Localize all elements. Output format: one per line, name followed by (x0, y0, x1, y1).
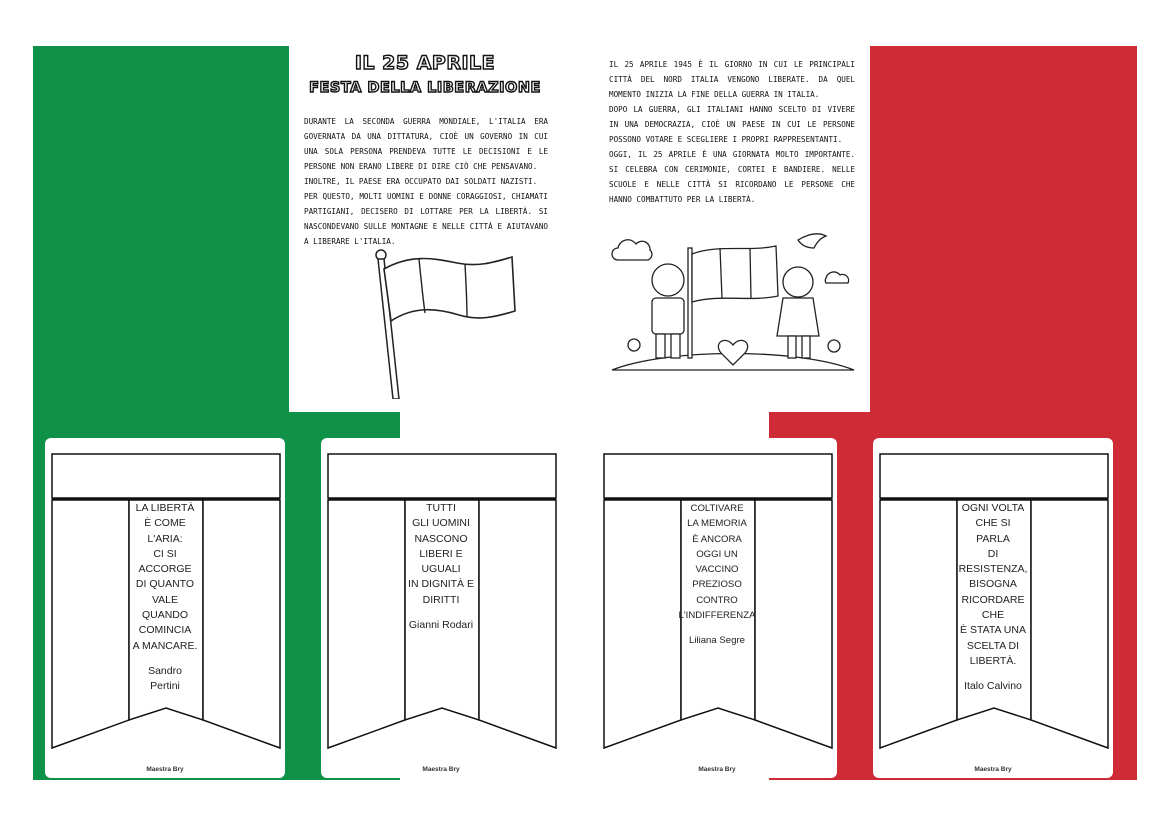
quote-line: LIBERI E (419, 547, 463, 560)
quote-line: A MANCARE. (132, 639, 198, 652)
quote-line: RICORDARE (961, 593, 1025, 606)
quote-text (401, 501, 481, 633)
quote-author (953, 679, 1033, 694)
worksheet-subtitle: FESTA DELLA LIBERAZIONE (309, 80, 541, 96)
quote-line: ACCORGE (138, 563, 192, 576)
quote-line: COLTIVARE (690, 503, 744, 514)
right-text-block (609, 57, 855, 207)
quote-author-line: Sandro (148, 664, 182, 677)
quote-author-line: Liliana Segre (688, 635, 745, 647)
quote-line: SCELTA DI (966, 639, 1020, 652)
quote-line: È ANCORA (692, 533, 742, 545)
quote-line: LIBERTÀ. (969, 654, 1017, 667)
paragraph: OGGI, IL 25 APRILE È UNA GIORNATA MOLTO IMPORTANTE. SI CELEBRA CON CERIMONIE, CORTEI E BANDIERE. NELLE SCUOLE E NELLE CITTÀ SI RICORDANO LE PERSONE CHE HANNO COMBATTUTO PER LA LIBERTÀ. (609, 150, 855, 204)
flag-on-pole-icon (367, 249, 527, 399)
left-text-block (304, 114, 548, 249)
quote-line: CHE (981, 609, 1005, 622)
children-with-flag-icon (608, 230, 858, 380)
quote-line: VACCINO (695, 564, 739, 576)
quote-line: CONTRO (696, 594, 738, 606)
quote-line: RESISTENZA, (958, 563, 1028, 576)
quote-line: QUANDO (141, 609, 189, 622)
quote-line: LA LIBERTÀ (135, 502, 195, 514)
quote-line: BISOGNA (969, 578, 1017, 591)
quote-author (677, 633, 757, 648)
quote-line: PREZIOSO (692, 579, 742, 591)
quote-line: È STATA UNA (960, 624, 1026, 637)
quote-line: UGUALI (421, 563, 461, 576)
quote-card-segre (597, 438, 837, 778)
maker-credit: Maestra Bry (146, 766, 184, 773)
quote-author (401, 618, 481, 633)
quote-line: PARLA (976, 532, 1010, 545)
quote-line: OGGI UN (696, 548, 738, 560)
quote-card-calvino (873, 438, 1113, 778)
quote-line: LA MEMORIA (687, 518, 747, 530)
maker-credit: Maestra Bry (422, 766, 460, 773)
quote-author-line: Gianni Rodari (408, 619, 474, 632)
quote-text (677, 501, 757, 649)
worksheet-page-left (289, 44, 561, 412)
quote-card-rodari (321, 438, 561, 778)
quote-line: È COME (144, 517, 186, 530)
quote-line: COMINCIA (138, 624, 192, 637)
quote-line: L'INDIFFERENZA (678, 610, 756, 622)
paragraph: DURANTE LA SECONDA GUERRA MONDIALE, L'ITALIA ERA GOVERNATA DA UNA DITTATURA, CIOÈ UN GOVERNO IN CUI UNA SOLA PERSONA PRENDEVA TUTTE LE DECISIONI E LE PERSONE NON ERANO LIBERE DI DIRE CIÒ CHE PENSAVANO. (304, 117, 548, 171)
paragraph: INOLTRE, IL PAESE ERA OCCUPATO DAI SOLDATI NAZISTI. (304, 177, 538, 186)
quote-line: TUTTI (426, 502, 456, 514)
quote-line: DI (987, 547, 999, 560)
worksheet-page-right (598, 44, 870, 412)
quote-author-line: Italo Calvino (964, 680, 1022, 693)
quote-line: DI QUANTO (135, 578, 195, 591)
quote-line: CI SI (153, 547, 177, 560)
quote-card-pertini (45, 438, 285, 778)
quote-text (125, 501, 205, 695)
maker-credit: Maestra Bry (974, 766, 1012, 773)
worksheet-title: IL 25 APRILE (354, 52, 496, 74)
quote-line: L'ARIA: (147, 532, 183, 545)
quote-author (125, 664, 205, 695)
paragraph: DOPO LA GUERRA, GLI ITALIANI HANNO SCELTO DI VIVERE IN UNA DEMOCRAZIA, CIOÈ UN PAESE IN CUI LE PERSONE POSSONO VOTARE E SCEGLIERE I PROPRI RAPPRESENTANTI. (609, 105, 855, 144)
quote-author-line: Pertini (150, 680, 180, 693)
quote-text (953, 501, 1033, 695)
quote-line: IN DIGNITÀ E (408, 578, 474, 591)
quote-line: NASCONO (414, 532, 468, 545)
maker-credit: Maestra Bry (698, 766, 736, 773)
quote-line: DIRITTI (422, 593, 460, 606)
quote-line: CHE SI (975, 517, 1011, 530)
quote-line: GLI UOMINI (412, 517, 470, 530)
paragraph: IL 25 APRILE 1945 È IL GIORNO IN CUI LE PRINCIPALI CITTÀ DEL NORD ITALIA VENGONO LIBERATE. DA QUEL MOMENTO INIZIA LA FINE DELLA GUERRA IN ITALIA. (609, 60, 855, 99)
quote-line: OGNI VOLTA (961, 502, 1025, 514)
paragraph: PER QUESTO, MOLTI UOMINI E DONNE CORAGGIOSI, CHIAMATI PARTIGIANI, DECISERO DI LOTTARE PER LA LIBERTÀ. SI NASCONDEVANO SULLE MONTAGNE E NELLE CITTÀ E AIUTAVANO A LIBERARE L'ITALIA. (304, 192, 548, 246)
quote-line: VALE (151, 593, 179, 606)
